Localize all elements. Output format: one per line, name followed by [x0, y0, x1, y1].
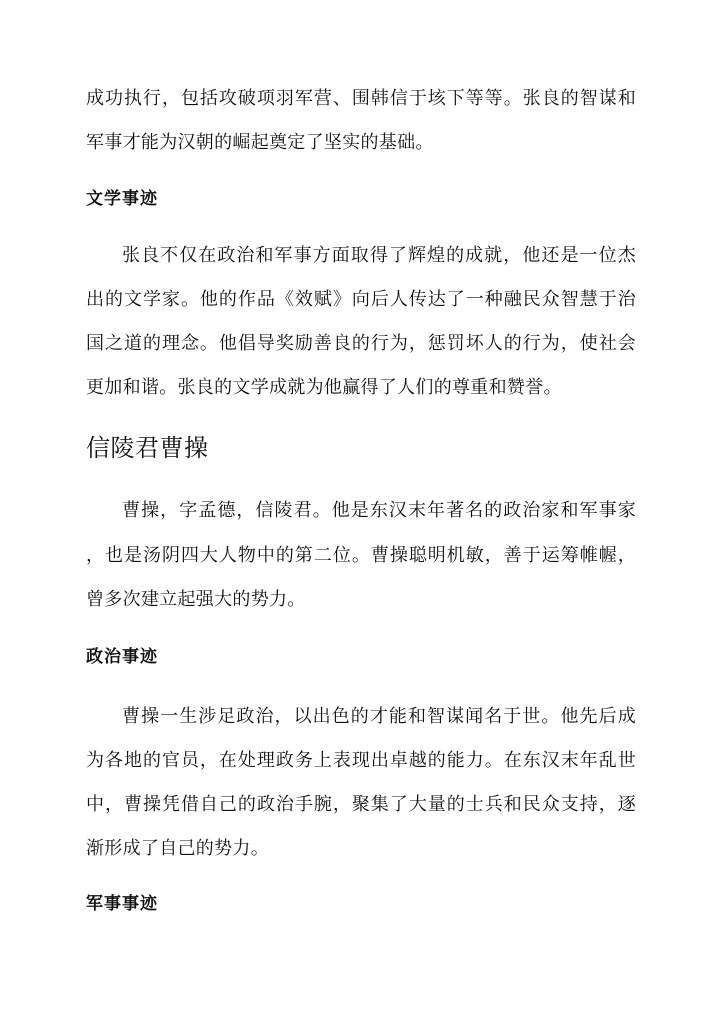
section-heading-literature: 文学事迹: [86, 189, 158, 209]
chapter-title-caocao: 信陵君曹操: [86, 434, 209, 462]
paragraph-line: 渐形成了自己的势力。: [86, 838, 269, 859]
paragraph-line: ，也是汤阴四大人物中的第二位。曹操聪明机敏，善于运筹帷幄，: [86, 545, 636, 566]
paragraph-line: 出的文学家。他的作品《效赋》向后人传达了一种融民众智慧于治: [86, 289, 636, 310]
paragraph-line: 国之道的理念。他倡导奖励善良的行为，惩罚坏人的行为，使社会: [86, 333, 636, 354]
paragraph-line: 成功执行，包括攻破项羽军营、围韩信于垓下等等。张良的智谋和: [86, 88, 636, 109]
paragraph-line: 曾多次建立起强大的势力。: [86, 589, 306, 610]
paragraph-line: 曹操，字孟德，信陵君。他是东汉末年著名的政治家和军事家: [122, 500, 636, 521]
section-heading-politics: 政治事迹: [86, 647, 158, 667]
paragraph-line: 军事才能为汉朝的崛起奠定了坚实的基础。: [86, 132, 434, 153]
section-heading-military: 军事事迹: [86, 894, 158, 914]
paragraph-line: 为各地的官员，在处理政务上表现出卓越的能力。在东汉末年乱世: [86, 750, 636, 771]
paragraph-line: 更加和谐。张良的文学成就为他赢得了人们的尊重和赞誉。: [86, 377, 562, 398]
paragraph-line: 张良不仅在政治和军事方面取得了辉煌的成就，他还是一位杰: [122, 245, 636, 266]
paragraph-line: 曹操一生涉足政治，以出色的才能和智谋闻名于世。他先后成: [122, 706, 636, 727]
paragraph-line: 中，曹操凭借自己的政治手腕，聚集了大量的士兵和民众支持，逐: [86, 794, 636, 815]
